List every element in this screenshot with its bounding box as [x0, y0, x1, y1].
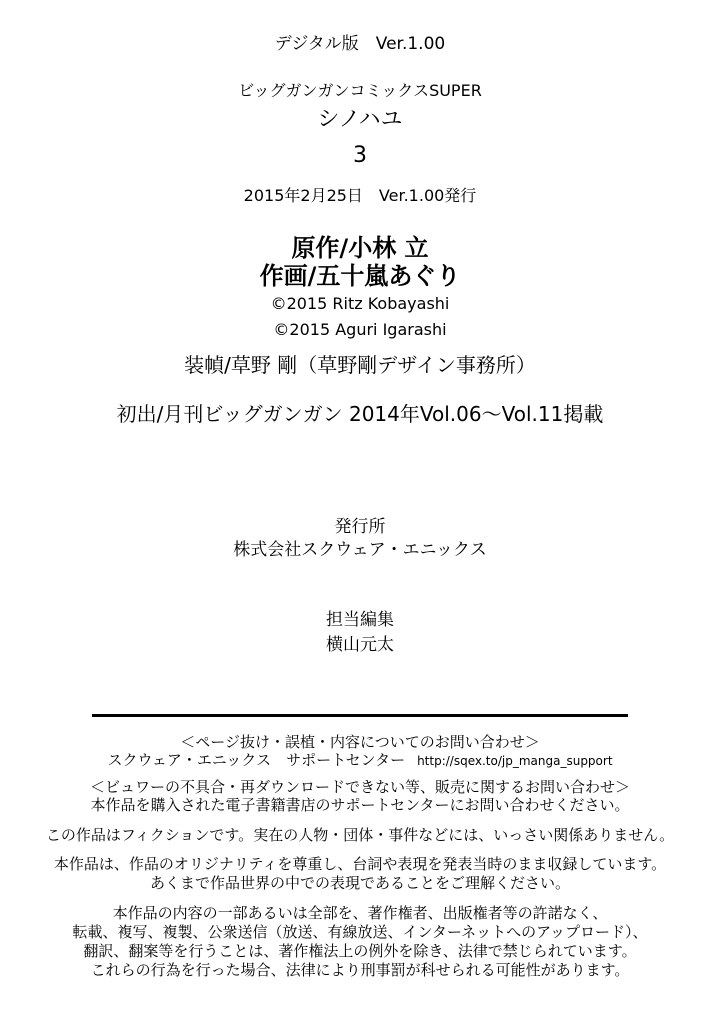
edition-text: デジタル版 Ver.1.00: [274, 34, 446, 54]
originality-notice-1: 本作品は、作品のオリジナリティを尊重し、台詞や表現を発表当時のまま収録しています。: [53, 855, 667, 873]
viewer-heading: ＜ビュワーの不具合・再ダウンロードできない等、販売に関するお問い合わせ＞: [89, 778, 630, 796]
copyright-author: ©2015 Ritz Kobayashi: [270, 294, 450, 313]
support-url: http://sqex.to/jp_manga_support: [417, 754, 613, 768]
copyright-artist: ©2015 Aguri Igarashi: [273, 320, 447, 339]
copyright-notice-3: 翻訳、翻案等を行うことは、著作権法上の例外を除き、法律で禁じられています。: [83, 942, 637, 960]
copyright-notice-2: 転載、複写、複製、公衆送信（放送、有線放送、インターネットへのアップロード）、: [72, 923, 648, 941]
support-line: [0, 753, 720, 768]
cover-design-credit: 装幀/草野 剛（草野剛デザイン事務所）: [184, 353, 536, 377]
fiction-notice: この作品はフィクションです。実在の人物・団体・事件などには、いっさい関係ありません。: [45, 826, 675, 844]
publication-date: 2015年2月25日 Ver.1.00発行: [243, 186, 477, 205]
editor-label: 担当編集: [326, 610, 394, 630]
copyright-notice-4: これらの行為を行った場合、法律により刑事罰が科せられる可能性があります。: [90, 961, 630, 979]
inquiry-heading: ＜ページ抜け・誤植・内容についてのお問い合わせ＞: [180, 733, 540, 751]
volume-number: 3: [353, 143, 367, 168]
publisher-label: 発行所: [334, 517, 386, 537]
publisher-name: 株式会社スクウェア・エニックス: [233, 540, 487, 560]
copyright-notice-1: 本作品の内容の一部あるいは全部を、著作権者、出版権者等の許諾なく、: [112, 904, 608, 922]
divider-rule: [92, 714, 628, 717]
editor-name: 横山元太: [326, 635, 394, 655]
originality-notice-2: あくまで作品世界の中での表現であることをご理解ください。: [149, 874, 570, 892]
viewer-text: 本作品を購入された電子書籍書店のサポートセンターにお問い合わせください。: [90, 796, 630, 814]
first-appearance: 初出/月刊ビッグガンガン 2014年Vol.06～Vol.11掲載: [116, 402, 604, 426]
book-title: シノハユ: [317, 107, 403, 132]
original-author: 原作/小林 立: [291, 234, 429, 262]
series-label: ビッグガンガンコミックスSUPER: [238, 81, 482, 100]
artist: 作画/五十嵐あぐり: [259, 262, 461, 290]
support-center-name: スクウェア・エニックス サポートセンター: [107, 751, 406, 769]
